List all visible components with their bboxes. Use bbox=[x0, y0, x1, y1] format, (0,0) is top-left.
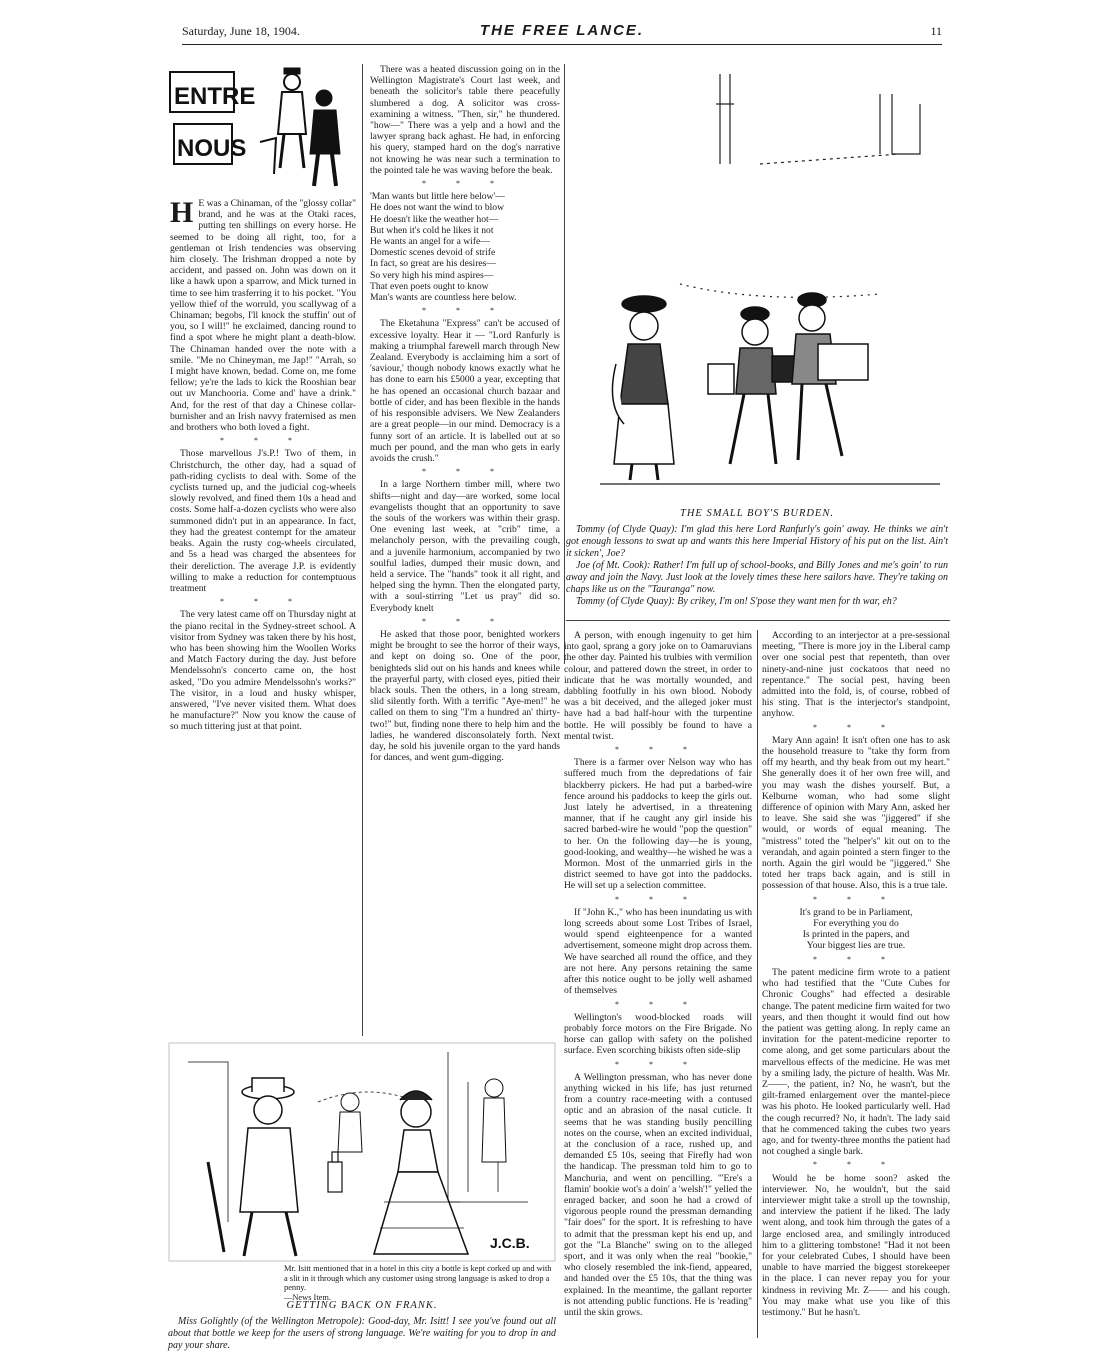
separator: * * * bbox=[813, 954, 899, 964]
column-4 bbox=[762, 630, 950, 1320]
cartoon2-caption: Miss Golightly (of the Wellington Metropole): Good-day, Mr. Isitt! I see you've found out all about that bottle we keep for the users of strong language. We're waiting for you to drop in and pay your share. bbox=[168, 1316, 556, 1351]
cartoon2-signature: J.C.B. bbox=[490, 1235, 530, 1251]
logo-word-entre: ENTRE bbox=[174, 83, 256, 110]
poem-parliament: It's grand to be in Parliament, For everything you do Is printed in the papers, and Your biggest lies are true. bbox=[799, 906, 913, 952]
separator: * * * bbox=[220, 597, 306, 607]
caption-getting-back bbox=[168, 1300, 556, 1352]
separator: * * * bbox=[615, 999, 701, 1009]
article-interjector: According to an interjector at a pre-sessional meeting, "There is more joy in the Liberal camp over one social pest that repenteth, than over ninety-and-nine just cockatoos that need no repentance." The social pest, having been admitted into the fold, is, of course, robbed of his sting. That is the interjector's standpoint, anyhow. bbox=[762, 630, 950, 720]
page-number: 11 bbox=[930, 24, 942, 38]
article-jps: Those marvellous J's.P.! Two of them, in Christchurch, the other day, had a squad of path-riding cyclists to deal with. Some of the cyclists turned up, and the judicial cog-wheels slowly revolved, and fined them 10s a head and costs. Some half-a-dozen cyclists who were also summoned didn't put in an appearance. In fact, they had the greatest contempt for the amateur beaks. Again the rusty cog-wheels circulated, and 5s a head was charged the absentees for their dereliction. The average J.P. is evidently willing to make a reduction for contemptuous treatment bbox=[170, 448, 356, 594]
cartoon-getting-back-on-frank bbox=[168, 1042, 556, 1262]
boy-left-icon bbox=[708, 307, 800, 464]
article-eketahuna: The Eketahuna "Express" can't be accused of excessive loyalty. Hear it — "Lord Ranfurly is making a triumphal farewell march through New Zealand. Everybody is acclaiming him a sort of 'saviour,' though nobody knows exactly what he has done to earn his £5000 a year, excepting that he has opened an occasional church bazaar and bottle of cider, and has been flexible in the hands of his responsible advisers. We New Zealanders are a great people—in our mind. Democracy is a funny sort of an article. It is labelled out at so much per pound, and the man who gets in early avoids the crush." bbox=[370, 318, 560, 464]
article-john-k: If "John K.," who has been inundating us with long screeds about some Lost Tribes of Israel, would spend eighteenpence for a wanted advertisement, someone might drop across them. We have searched all round the office, and they are not here. Any persons retaining the same after this notice ought to be jolly well ashamed of themselves bbox=[564, 906, 752, 997]
separator: * * * bbox=[615, 1059, 701, 1069]
cartoon1-line-tommy-reply: Tommy (of Clyde Quay): By crikey, I'm on! S'pose they want men for th war, eh? bbox=[576, 596, 897, 607]
article-dog: There was a heated discussion going on in the Wellington Magistrate's Court last week, and beneath the solicitor's table there peacefully slumbered a dog. A solicitor was cross-examining a witness. "Then, sir," he thundered. "how—" There was a yelp and a howl and the lawyer sprang back aghast. He had, in enforcing his query, stamped hard on the dog's narrative not knowing he was near such a termination to the pointed tale he was waving before the beak. bbox=[370, 64, 560, 176]
boy-right-icon bbox=[792, 293, 868, 460]
column-1 bbox=[170, 198, 356, 735]
separator: * * * bbox=[813, 894, 899, 904]
woman-figure-icon bbox=[612, 296, 674, 480]
article-timber-mill: In a large Northern timber mill, where two shifts—night and day—are worked, some local evangelists thought that an opportunity to save the souls of the workers was within their grasp. One evening last week, at "crib" time, a melancholy person, with the prevailing cough, and a juvenile harmonium, accompanied by two soulful ladies, dumped their music down, and held a service. The "hands" took it all right, and helped sing the hymn. Then the elongated party, with a soul-stirring "Let us pray" did so. Everybody knelt bbox=[370, 479, 560, 614]
mr-isitt-figure-icon bbox=[208, 1078, 298, 1256]
separator: * * * bbox=[422, 306, 508, 316]
poem-wants: 'Man wants but little here below'— He does not want the wind to blow He doesn't like the weather hot— But when it's cold he likes it not He wants an angel for a wife— Domestic scenes devoid of strife In fact, so great are his desires— So very high his mind aspires— That even poets ought to know Man's wants are countless here below. bbox=[370, 191, 517, 304]
column-2 bbox=[370, 64, 560, 765]
separator: * * * bbox=[813, 1160, 899, 1170]
section-rule bbox=[566, 620, 950, 621]
cartoon2-note-source: —News Item. bbox=[284, 1292, 331, 1302]
cartoon2-title: GETTING BACK ON FRANK. bbox=[286, 1300, 438, 1311]
entre-nous-logo bbox=[168, 64, 356, 192]
bottle-icon bbox=[328, 1152, 342, 1192]
separator: * * * bbox=[615, 745, 701, 755]
issue-date: Saturday, June 18, 1904. bbox=[182, 24, 300, 38]
article-pressman: A Wellington pressman, who has never done anything wicked in his life, has just returned from a country race-meeting with a contused optic and an abrasion of the nasal cuticle. It seems that he was standing busily pencilling notes on the course, when an excited individual, at the conclusion of a race, rushed up, and demanded £5 10s, seeing that Firefly had won the handicap. The pressman told him to go to Manchuria, and went on pencilling. "'Ere's a flamin' bookie wot's a doin' a 'welsh'!" yelled the enraged backer, and soon he had a crowd of vigorous people round the pressman demanding "fair does" for the sport. It is refreshing to have to admit that the pressman kept his end up, and got the "La Blanche" swing on to the alleged sport, and it was only when the real "bookie," who closely resembled the ink-fiend, appeared, and handed over the £5 10s, that the thing was explained. In the meantime, the gallant reporter is not attending public functions. He is 'reading" until the skin grows. bbox=[564, 1071, 752, 1318]
cartoon1-title: THE SMALL BOY'S BURDEN. bbox=[680, 508, 834, 519]
column-divider bbox=[362, 64, 363, 1036]
separator: * * * bbox=[422, 179, 508, 189]
article-patent-medicine: The patent medicine firm wrote to a patient who had testified that the "Cute Cubes for Chronic Coughs" had effected a desirable change. The patent medicine firm waited for two years, and then thought it would find out how the patient was getting along. In reply came an invitation for the patent-medicine reporter to come along, and get some particulars about the marvellous effects of the medicine. He was met by a smiling lady, the picture of health. Was Mr. Z——, the patient, in? No, he wasn't, but the gilt-framed enlargement over the mantel-piece was his photo. He looked particularly well. Had the cough recurred? No, it hadn't. The lady said that he commenced taking the cubes two years ago, and for twenty-three months the patient had not coughed a single bark. bbox=[762, 966, 950, 1158]
article-oamaru: A person, with enough ingenuity to get him into gaol, sprang a gory joke on to Oamaruvians the other day. Painted his trulbies with vermilion colour, and pattered down the street, in order to indicate that he was mortally wounded, and dabbling footfully in his own blood. Nobody was a bit deceived, and the alleged joker must have had a bad half-hour with the turpentine bottle. He will possibly be found to have a mental twist. bbox=[564, 630, 752, 742]
cartoon1-line-tommy: Tommy (of Clyde Quay): I'm glad this here Lord Ranfurly's goin' away. He thinks we ain't got enough lessons to swat up and wants this here Imperial History of his put on the list. Ain't it sicken', Joe? bbox=[566, 524, 948, 559]
column-3 bbox=[564, 630, 752, 1320]
logo-figures-icon bbox=[260, 68, 340, 186]
separator: * * * bbox=[220, 436, 306, 446]
drop-cap: H bbox=[170, 196, 194, 229]
cartoon2-note-text: Mr. Isitt mentioned that in a hotel in this city a bottle is kept corked up and with a slit in it through which any customer using strong language is asked to drop a penny. bbox=[284, 1264, 552, 1293]
separator: * * * bbox=[615, 894, 701, 904]
page-header bbox=[182, 22, 942, 42]
separator: * * * bbox=[422, 616, 508, 626]
article-mary-ann: Mary Ann again! It isn't often one has to ask the household treasure to "take thy form from off my hearth, and thy beak from out my heart." She generally does it of her own free will, and you may wash the dishes yourself. But, a Kelburne woman, who had some slight difference of opinion with Mary Ann, asked her to leave. She said she was "jiggered" if she would, or words of equal meaning. The "mistress" toted the "helper's" kit out on to the verandah, and again pointed a stern finger to the north. Again the girl would be "jiggered." She toted her traps back again, and is still in possession of that house. Also, this is a true tale. bbox=[762, 734, 950, 892]
article-benighted: He asked that those poor, benighted workers might be brought to see the horror of their ways, and kept on doing so. One of the poor, benighteds slid out on his hands and knees while the prayerful party, with closed eyes, pitied their black souls. Then the others, in a long stream, slid silently forth. With a terrific "Aye-men!" he called on them to sing "I'm a hundred an' thirty-two!" but, finding none there to help him and the ladies, he wandered disconsolately forth. Next day, he sold his juvenile organ to the yard hands for dances, and went gum-digging. bbox=[370, 628, 560, 764]
article-mendelssohn: The very latest came off on Thursday night at the piano recital in the Sydney-street school. A visitor from Sydney was taken there by his host, who has been showing him the Woollen Works and Match Factory during the day. Just before Mendelssohn's concerto came on, the host asked, "Do you admire Mendelssohn's works?" The visitor, in a loud and husky whisper, answered, "I've never visited them. What does he manufacture?" Now you know the cause of so much tittering just at that point. bbox=[170, 609, 356, 733]
cartoon1-line-joe: Joe (of Mt. Cook): Rather! I'm full up of school-books, and Billy Jones and me's goin' to run away and join the Navy. Just look at the lovely times these here sailors have. They're taking on chaps like us on the "Tauranga" now. bbox=[566, 560, 948, 595]
article-chinaman-text: E was a Chinaman, of the "glossy collar" brand, and he was at the Otaki races, putting ten shillings on every horse. He seemed to be doing all right, too, for a gentleman ot Irish tendencies was observing him closely. The Irishman dropped a note by accident, and passed on. John was down on it like a hawk upon a sparrow, and Mick turned in time to see him trasferring it to his pocket. "You yellow thief of the worruld, you scallywag of a Chinaman; begobs, I'll knock the stuffin' out of you, so I will!" he exclaimed, dancing round to find a spot where he might plant a death-blow. The Chinaman handed over the note with a smile. "Me no Chineyman, me Jap!" "Arrah, so I might have known, bedad. Come on, me fome fellow; ye're the lads to kick the Rooshian bear out uv Manchooria. Come and' have a drink." And, for the rest of that day a Chinese collar-burnisher and an Irish navvy fraternised as men and brothers who both loved a fight. bbox=[170, 198, 356, 434]
miss-golightly-figure-icon bbox=[374, 1091, 468, 1254]
masthead: THE FREE LANCE. bbox=[479, 22, 645, 39]
article-nelson-farmer: There is a farmer over Nelson way who has suffered much from the depredations of fair blackberry pickers. He had put a barbed-wire fence around his paddocks to keep the girls out. Just lately he advertised, in a threatening manner, that if he caught any girl inside his sacred barbed-wire he would "pop the question" to her. On the following day—he is young, good-looking, and wealthy—he wished he was a Mormon. Most of the unmarried girls in the district seemed to have got into the paddocks. He will set up a selection committee. bbox=[564, 757, 752, 892]
article-wood-blocked-roads: Wellington's wood-blocked roads will probably force motors on the Fire Brigade. No horse can gallop with safety on the polished surface. Even scorching bikists often side-slip bbox=[564, 1011, 752, 1057]
header-rule bbox=[182, 44, 942, 45]
column-divider bbox=[564, 64, 565, 664]
logo-word-nous: NOUS bbox=[177, 135, 247, 162]
caption-small-boys-burden bbox=[566, 508, 948, 608]
cartoon-small-boys-burden bbox=[580, 64, 950, 504]
column-divider bbox=[757, 630, 758, 1338]
article-chinaman bbox=[170, 198, 356, 433]
article-tombstone: Would he be home soon? asked the interviewer. No, he wouldn't, but the said interviewer might take a stroll up the township, and interview the patient if he liked. The lady went along, and took him through the gates of a large enclosed area, and smilingly introduced him to a glittering tombstone! "Had it not been for your celebrated Cubes, I should have been unable to have married the biggest storekeeper in the place. I can never repay you for your kindness in reviving Mr. Z—— and his cough. You may make what use you like of this testimony." But he hasn't. bbox=[762, 1172, 950, 1318]
separator: * * * bbox=[422, 467, 508, 477]
cartoon2-note bbox=[284, 1264, 554, 1302]
separator: * * * bbox=[813, 722, 899, 732]
